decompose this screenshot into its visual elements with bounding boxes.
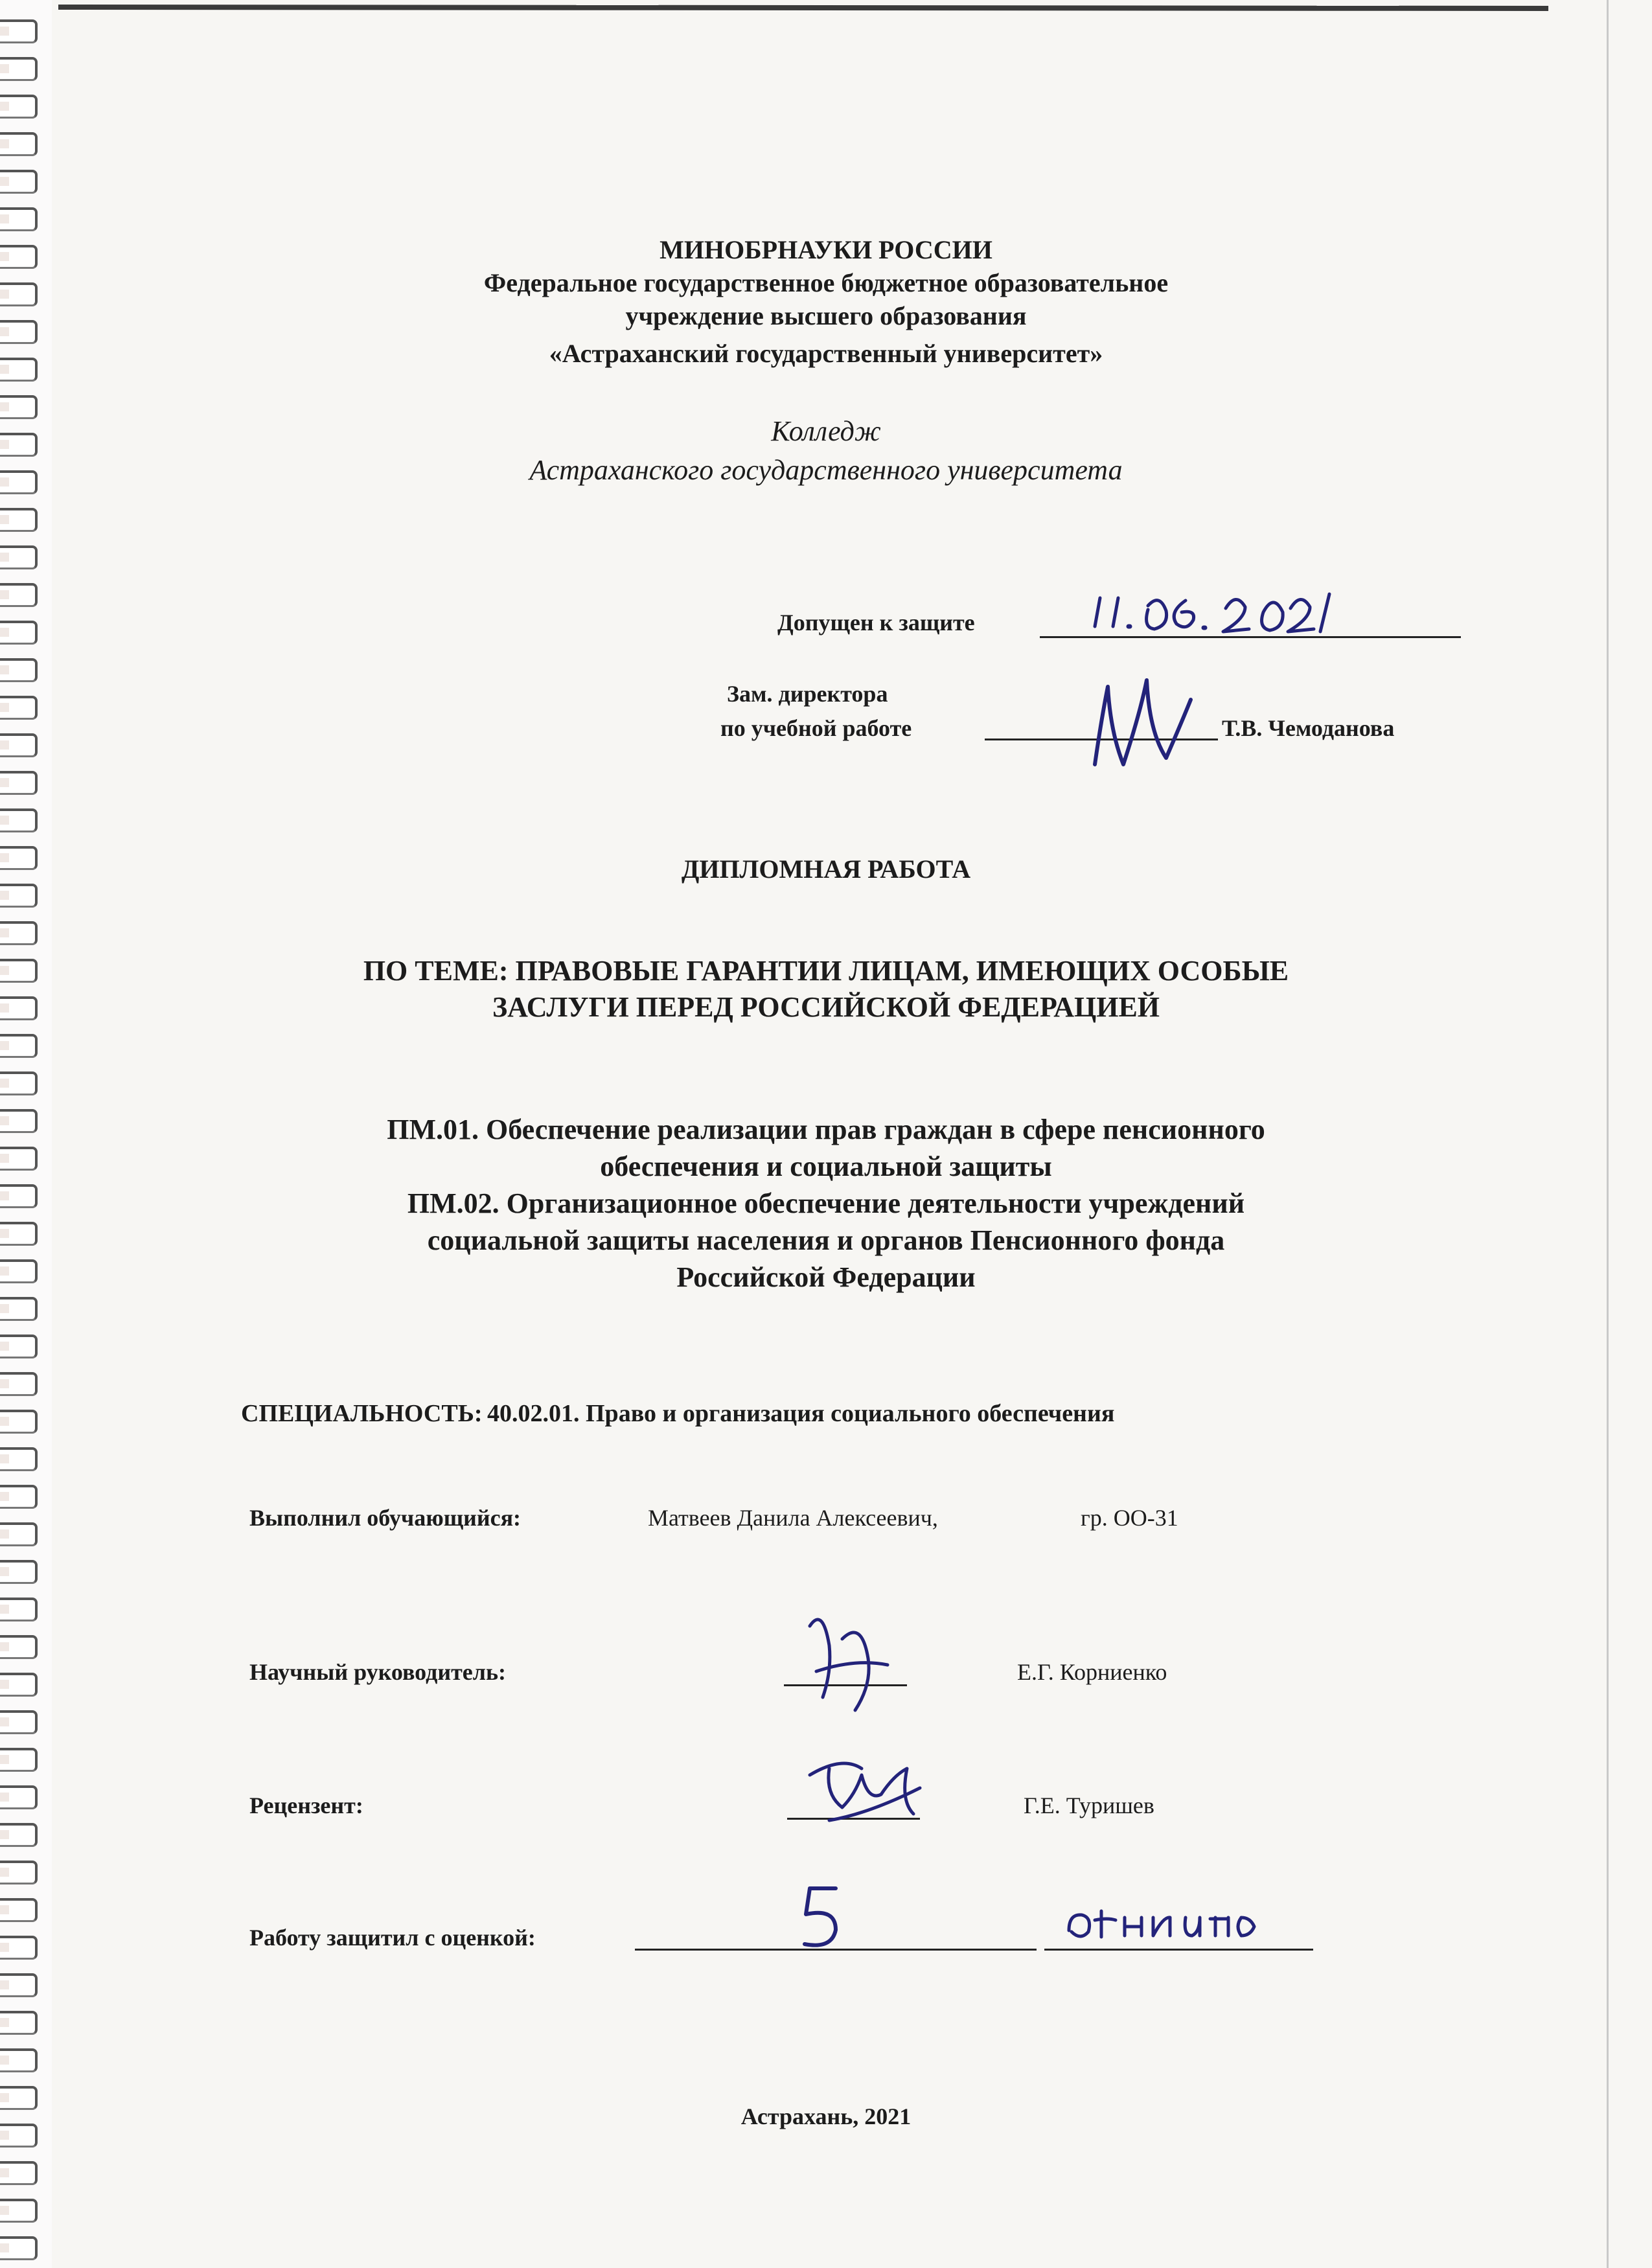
binding-ring	[0, 19, 38, 43]
binding-ring	[0, 170, 38, 194]
topic-line-2: ЗАСЛУГИ ПЕРЕД РОССИЙСКОЙ ФЕДЕРАЦИЕЙ	[492, 991, 1160, 1023]
binding-ring	[0, 132, 38, 156]
reviewer-name: Г.Е. Туришев	[1024, 1793, 1154, 1818]
work-type-heading: ДИПЛОМНАЯ РАБОТА	[681, 854, 971, 884]
binding-ring	[0, 1560, 38, 1584]
binding-ring	[0, 733, 38, 757]
binding-ring	[0, 1522, 38, 1546]
supervisor-name: Е.Г. Корниенко	[1017, 1659, 1167, 1685]
reviewer-signature	[803, 1749, 933, 1833]
grade-number-handwriting	[790, 1882, 855, 1953]
binding-ring	[0, 1071, 38, 1095]
binding-ring	[0, 508, 38, 532]
binding-ring	[0, 207, 38, 231]
student-label: Выполнил обучающийся:	[249, 1505, 522, 1531]
module-pm02-line-2: социальной защиты населения и органов Пенсионного фонда	[427, 1224, 1225, 1256]
binding-ring	[0, 1410, 38, 1434]
grade-word-handwriting	[1062, 1898, 1283, 1950]
student-name: Матвеев Данила Алексеевич,	[648, 1505, 938, 1531]
binding-ring	[0, 1673, 38, 1697]
binding-ring	[0, 1598, 38, 1621]
binding-ring	[0, 884, 38, 908]
binding-ring	[0, 1447, 38, 1471]
specialty-value: 40.02.01. Право и организация социального обеспечения	[487, 1400, 1115, 1427]
binding-ring	[0, 808, 38, 832]
module-pm01-line-1: ПМ.01. Обеспечение реализации прав граждан в сфере пенсионного	[387, 1114, 1265, 1145]
ministry-name: МИНОБРНАУКИ РОССИИ	[660, 235, 992, 264]
binding-ring	[0, 2011, 38, 2035]
binding-ring	[0, 696, 38, 720]
specialty-label: СПЕЦИАЛЬНОСТЬ:	[241, 1400, 483, 1427]
binding-ring	[0, 1334, 38, 1358]
module-pm02-line-3: Российской Федерации	[676, 1261, 976, 1293]
supervisor-signature	[784, 1600, 926, 1723]
binding-ring	[0, 1485, 38, 1509]
grade-label: Работу защитил с оценкой:	[249, 1925, 536, 1951]
binding-ring	[0, 95, 38, 119]
binding-ring	[0, 2236, 38, 2260]
binding-ring	[0, 1861, 38, 1884]
binding-ring	[0, 1823, 38, 1847]
university-name: «Астраханский государственный университет»	[549, 339, 1103, 368]
binding-ring	[0, 1898, 38, 1922]
college-line-1: Колледж	[771, 415, 881, 447]
module-pm02-line-1: ПМ.02. Организационное обеспечение деятельности учреждений	[407, 1187, 1245, 1219]
institution-line-1: Федеральное государственное бюджетное образовательное	[483, 268, 1169, 297]
binding-ring	[0, 1710, 38, 1734]
binding-ring	[0, 2161, 38, 2185]
binding-ring	[0, 621, 38, 645]
module-pm01-line-2: обеспечения и социальной защиты	[600, 1151, 1052, 1182]
deputy-title-line-2: по учебной работе	[720, 715, 912, 741]
city-year: Астрахань, 2021	[740, 2103, 912, 2129]
binding-ring	[0, 583, 38, 607]
admitted-date-handwriting	[1088, 586, 1322, 645]
binding-ring	[0, 545, 38, 569]
binding-ring	[0, 1748, 38, 1772]
binding-ring	[0, 1372, 38, 1396]
binding-ring	[0, 1635, 38, 1659]
binding-ring	[0, 658, 38, 682]
binding-ring	[0, 921, 38, 945]
binding-ring	[0, 1785, 38, 1809]
topic-line-1: ПО ТЕМЕ: ПРАВОВЫЕ ГАРАНТИИ ЛИЦАМ, ИМЕЮЩИХ ОСОБЫЕ	[363, 955, 1289, 987]
college-line-2: Астраханского государственного университета	[529, 454, 1123, 486]
reviewer-label: Рецензент:	[249, 1793, 363, 1818]
binding-ring	[0, 1297, 38, 1321]
binding-ring	[0, 771, 38, 795]
binding-ring	[0, 2199, 38, 2223]
admitted-label: Допущен к защите	[777, 610, 975, 636]
supervisor-label: Научный руководитель:	[249, 1659, 506, 1685]
binding-ring	[0, 1973, 38, 1997]
institution-line-2: учреждение высшего образования	[625, 301, 1027, 330]
deputy-signature	[1069, 674, 1199, 777]
binding-ring	[0, 57, 38, 81]
binding-ring	[0, 2048, 38, 2072]
binding-ring	[0, 1936, 38, 1960]
binding-ring	[0, 1034, 38, 1058]
scan-top-edge	[58, 5, 1548, 11]
student-group: гр. ОО-31	[1081, 1505, 1178, 1531]
deputy-name: Т.В. Чемоданова	[1222, 715, 1395, 741]
deputy-title-line-1: Зам. директора	[727, 681, 888, 707]
